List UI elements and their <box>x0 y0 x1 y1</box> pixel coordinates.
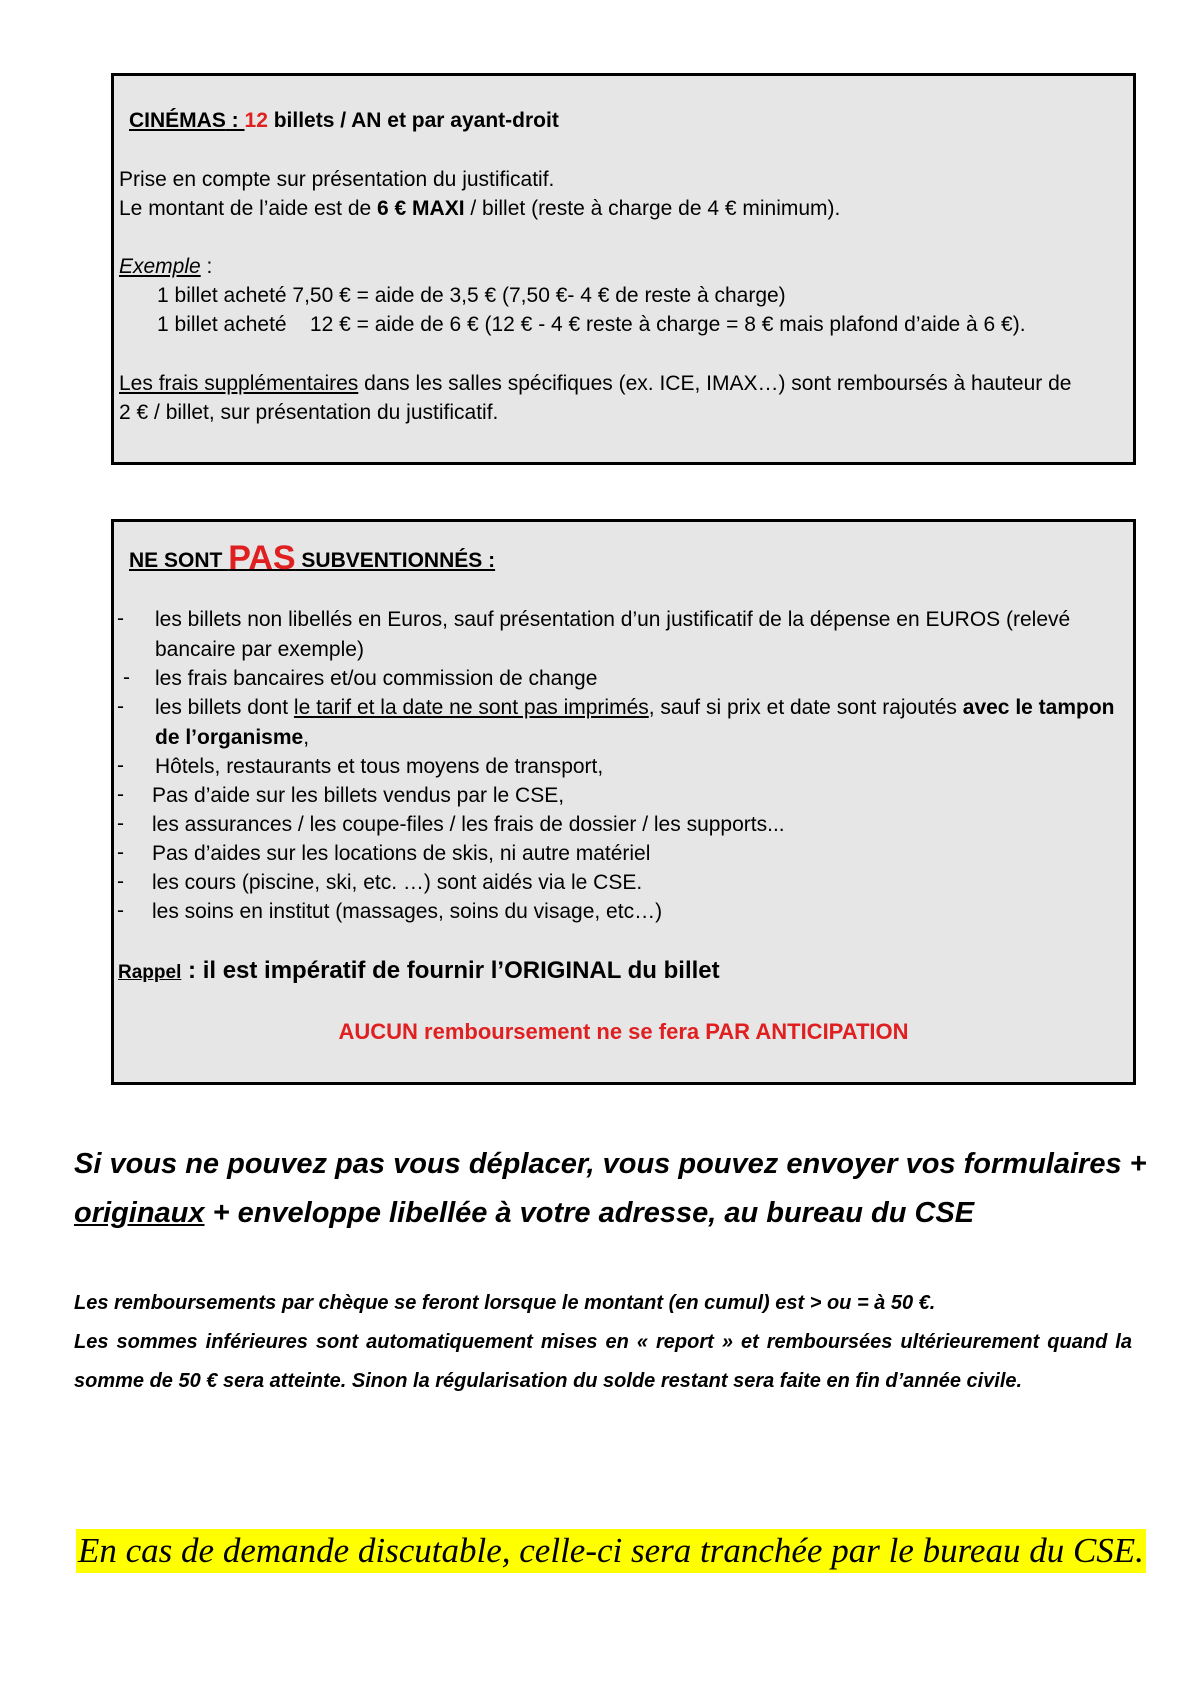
example-2: 1 billet acheté 12 € = aide de 6 € (12 € - 4 € reste à charge = 8 € mais plafond d’aide à 6 €). <box>157 313 1026 336</box>
item3-end: , <box>303 725 310 749</box>
dash: - <box>117 870 124 893</box>
line2-bold: 6 € MAXI <box>377 197 465 220</box>
list-item: Hôtels, restaurants et tous moyens de transport, <box>155 755 604 778</box>
rappel-text: : il est impératif de fournir l’ORIGINAL du billet <box>181 957 720 984</box>
dash: - <box>117 899 124 922</box>
rappel <box>118 954 720 990</box>
dash: - <box>117 607 124 630</box>
example-1: 1 billet acheté 7,50 € = aide de 3,5 € (7,50 €- 4 € de reste à charge) <box>157 284 786 307</box>
dash: - <box>117 812 124 835</box>
dash: - <box>117 783 124 806</box>
example-colon: : <box>200 255 213 278</box>
refund-text1: Les remboursements par chèque se feront lorsque le montant (en cumul) est > ou = à 50 €. <box>74 1292 936 1314</box>
refund-text2: Les sommes inférieures sont automatiquement mises en « report » et remboursées ultérieurement quand la somme de 50 € sera atteinte. Sinon la régularisation du solde restant sera faite en fin d’année civile. <box>74 1331 1132 1392</box>
list-item: les billets non libellés en Euros, sauf présentation d’un justificatif de la dépense en EUROS (relevé bancaire par exemple) <box>155 608 1071 661</box>
cinemas-line2 <box>119 195 840 223</box>
cinemas-title-rest: billets / AN et par ayant-droit <box>267 109 559 132</box>
extra-rest: dans les salles spécifiques (ex. ICE, IMAX…) sont remboursés à hauteur de <box>358 372 1072 395</box>
dash: - <box>117 841 124 864</box>
dash: - <box>117 754 124 777</box>
list-item: les frais bancaires et/ou commission de change <box>155 667 598 690</box>
list-item: les cours (piscine, ski, etc. …) sont aidés via le CSE. <box>152 871 643 894</box>
mail-line2-rest: + enveloppe libellée à votre adresse, au bureau du CSE <box>204 1197 975 1229</box>
list-item: les soins en institut (massages, soins du visage, etc…) <box>152 900 663 923</box>
cinemas-count: 12 <box>244 109 268 132</box>
mail-underlined: originaux <box>74 1197 205 1229</box>
list-item <box>155 693 1129 752</box>
item3-start: les billets dont <box>155 696 294 719</box>
list-item: les assurances / les coupe-files / les frais de dossier / les supports... <box>152 813 785 836</box>
item3-mid: , sauf si prix et date sont rajoutés <box>648 696 963 719</box>
dash: - <box>117 695 124 718</box>
example-label: Exemple <box>119 255 201 278</box>
rappel-label: Rappel <box>118 962 182 983</box>
cinemas-label: CINÉMAS <box>129 109 226 132</box>
cinemas-line1: Prise en compte sur présentation du justificatif. <box>119 168 555 191</box>
title-pas: PAS <box>228 539 296 577</box>
title-start: NE SONT <box>129 549 229 572</box>
warning-anticipation: AUCUN remboursement ne se fera PAR ANTICIPATION <box>338 1019 909 1044</box>
footer-highlight: En cas de demande discutable, celle-ci sera tranchée par le bureau du CSE. <box>76 1529 1146 1573</box>
title-end: SUBVENTIONNÉS : <box>295 549 496 572</box>
extra-fees-line2: 2 € / billet, sur présentation du justificatif. <box>119 401 499 424</box>
extra-underlined: Les frais supplémentaires <box>119 372 359 395</box>
cinemas-box <box>111 73 1136 465</box>
list-item: Pas d’aide sur les billets vendus par le CSE, <box>152 784 565 807</box>
example-heading <box>119 253 212 281</box>
line2-end: / billet (reste à charge de 4 € minimum). <box>464 197 841 220</box>
not-subsidized-title <box>129 536 495 583</box>
line2-start: Le montant de l’aide est de <box>119 197 378 220</box>
item3-bold: avec le tampon de l’organisme <box>155 696 1115 749</box>
dash: - <box>123 666 130 689</box>
not-subsidized-box <box>111 519 1136 1085</box>
title-underlined <box>129 539 496 577</box>
mail-line2 <box>74 1189 1132 1237</box>
extra-fees <box>119 370 1071 398</box>
item3-underlined: le tarif et la date ne sont pas imprimés <box>293 696 649 719</box>
mail-line1: Si vous ne pouvez pas vous déplacer, vous pouvez envoyer vos formulaires + <box>74 1148 1147 1180</box>
cinemas-colon: : <box>225 109 245 132</box>
cinemas-title <box>129 107 559 135</box>
list-item: Pas d’aides sur les locations de skis, ni autre matériel <box>152 842 651 865</box>
